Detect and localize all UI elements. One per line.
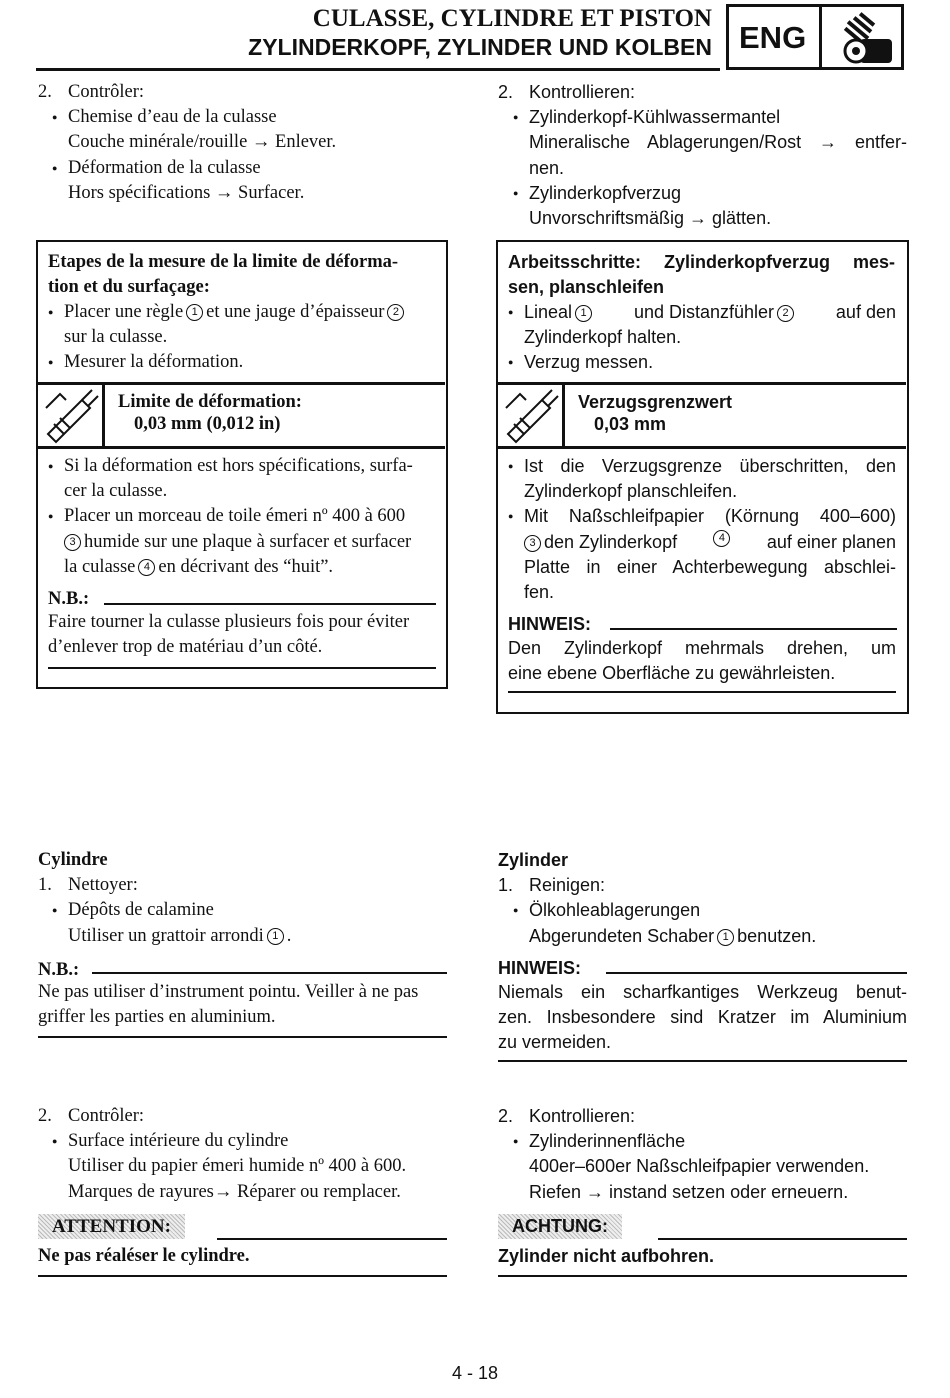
de-proc-title-2: sen, planschleifen xyxy=(508,277,665,297)
de-cyl-nb-1: Niemals ein scharfkantiges Werkzeug benut- xyxy=(498,982,907,1002)
de-proc-title-1: Arbeitsschritte: Zylinderkopfverzug mes- xyxy=(508,252,895,272)
de-item-warpage: ● Zylinderkopfverzug xyxy=(529,181,681,206)
de-step2-number: 2. xyxy=(498,82,514,102)
fr-nb-text-2: d’enlever trop de matériau d’un côté. xyxy=(48,637,323,657)
de-caution-label: ACHTUNG: xyxy=(498,1214,622,1239)
eng-badge xyxy=(726,4,904,70)
fr-item-resurface: Hors spécifications → Surfacer. xyxy=(68,183,305,203)
fr-item-inner-surface: ● Surface intérieure du cylindre xyxy=(68,1129,288,1154)
fr-cyl-nb-1: Ne pas utiliser d’instrument pointu. Veiller à ne pas xyxy=(38,982,419,1002)
fr-nb-text-1: Faire tourner la culasse plusieurs fois pour éviter xyxy=(48,612,410,632)
fr-after-1b: cer la culasse. xyxy=(64,481,168,501)
de-nb-label: HINWEIS: xyxy=(508,614,591,634)
fr-proc-place-cont: sur la culasse. xyxy=(64,327,168,347)
de-proc-hold-cont: Zylinderkopf halten. xyxy=(524,327,682,347)
de-cyl-step2-label: Kontrollieren: xyxy=(529,1106,636,1126)
de-caution-text: Zylinder nicht aufbohren. xyxy=(498,1246,715,1266)
de-after-2e: fen. xyxy=(524,582,555,602)
de-cylinder-heading: Zylinder xyxy=(498,850,569,870)
de-after-2a: ● Mit Naßschleifpapier (Körnung 400–600) xyxy=(524,504,896,529)
de-spec-label: Verzugsgrenzwert xyxy=(578,392,733,412)
fr-spec-value: 0,03 mm (0,012 in) xyxy=(134,414,281,434)
de-item-deposits: Mineralische Ablagerungen/Rost → entfer- xyxy=(529,132,907,152)
fr-step1-number: 1. xyxy=(38,875,52,895)
de-step1-label: Reinigen: xyxy=(529,875,606,895)
fr-procedure-box xyxy=(36,240,448,689)
fr-item-sandpaper: Utiliser du papier émeri humide nº 400 à 600. xyxy=(68,1156,407,1176)
header-rule xyxy=(36,68,720,71)
de-item-water-jacket: ● Zylinderkopf-Kühlwassermantel xyxy=(529,105,780,130)
de-cyl-nb-label: HINWEIS: xyxy=(498,958,581,978)
fr-item-deposits: Couche minérale/rouille → Enlever. xyxy=(68,132,337,152)
de-item-inner-surface: ● Zylinderinnenfläche xyxy=(529,1129,685,1154)
fr-step2-label: Contrôler: xyxy=(68,82,145,102)
fr-cyl-nb-2: griffer les parties en aluminium. xyxy=(38,1007,276,1027)
de-after-2b: 3 den Zylinderkopf 4 auf einer planen xyxy=(524,530,896,555)
de-after-1b: Zylinderkopf planschleifen. xyxy=(524,481,738,501)
de-item-resurface: Unvorschriftsmäßig → glätten. xyxy=(529,208,772,228)
fr-item-carbon: ● Dépôts de calamine xyxy=(68,898,214,923)
de-after-2d: Platte in einer Achterbewegung abschlei- xyxy=(524,557,896,577)
fr-step1-label: Nettoyer: xyxy=(68,875,138,895)
de-item-scratches: Riefen → instand setzen oder erneuern. xyxy=(529,1182,849,1202)
fr-nb-label: N.B.: xyxy=(48,589,90,609)
eng-label: ENG xyxy=(739,20,807,55)
caliper-icon xyxy=(502,388,560,444)
de-nb-text-1: Den Zylinderkopf mehrmals drehen, um xyxy=(508,638,896,658)
de-proc-measure: ● Verzug messen. xyxy=(524,350,653,375)
fr-after-1a: ● Si la déformation est hors spécifications, surfa- xyxy=(64,454,413,479)
de-item-deposits-cont: nen. xyxy=(529,158,565,178)
de-nb-text-2: eine ebene Oberfläche zu gewährleisten. xyxy=(508,663,836,683)
caliper-icon xyxy=(42,388,100,444)
header-title-fr: CULASSE, CYLINDRE ET PISTON xyxy=(312,5,712,32)
fr-caution-text: Ne pas réaléser le cylindre. xyxy=(38,1246,250,1266)
fr-proc-title-2: tion et du surfaçage: xyxy=(48,277,210,297)
de-proc-hold: ● Lineal 1 und Distanzfühler 2 auf den xyxy=(524,300,896,325)
fr-caution-label: ATTENTION: xyxy=(38,1214,185,1239)
fr-item-scraper: Utiliser un grattoir arrondi 1 . xyxy=(68,926,292,946)
fr-item-warpage: ● Déformation de la culasse xyxy=(68,156,261,181)
de-item-scraper: Abgerundeten Schaber 1 benutzen. xyxy=(529,926,817,946)
fr-after-2a: ● Placer un morceau de toile émeri nº 400 à 600 xyxy=(64,504,405,529)
fr-item-scratches: Marques de rayures→ Réparer ou remplacer. xyxy=(68,1182,401,1202)
de-cyl-step2-number: 2. xyxy=(498,1106,514,1126)
de-item-carbon: ● Ölkohleablagerungen xyxy=(529,898,700,923)
fr-cyl-step2-label: Contrôler: xyxy=(68,1106,145,1126)
de-spec-value: 0,03 mm xyxy=(594,414,667,434)
fr-proc-measure: ● Mesurer la déformation. xyxy=(64,350,243,375)
fr-item-water-jacket: ● Chemise d’eau de la culasse xyxy=(68,105,277,130)
fr-cyl-nb-label: N.B.: xyxy=(38,960,80,980)
fr-spec-label: Limite de déformation: xyxy=(118,392,302,412)
fr-cylinder-heading: Cylindre xyxy=(38,850,108,870)
fr-after-2b: 3 humide sur une plaque à surfacer et surfacer xyxy=(64,530,411,555)
de-after-1a: ● Ist die Verzugsgrenze überschritten, den xyxy=(524,454,896,479)
de-step2-label: Kontrollieren: xyxy=(529,82,636,102)
page-number: 4 - 18 xyxy=(451,1363,499,1383)
fr-proc-place: ● Placer une règle 1 et une jauge d’épaisseur 2 xyxy=(64,300,407,325)
fr-cyl-step2-number: 2. xyxy=(38,1106,52,1126)
fr-step2-number: 2. xyxy=(38,82,52,102)
fr-proc-title-1: Etapes de la mesure de la limite de déforma- xyxy=(48,252,399,272)
de-procedure-box xyxy=(496,240,909,714)
engine-icon xyxy=(826,11,898,67)
de-item-sandpaper: 400er–600er Naßschleifpapier verwenden. xyxy=(529,1156,870,1176)
fr-after-2c: la culasse 4 en décrivant des “huit”. xyxy=(64,557,334,577)
de-step1-number: 1. xyxy=(498,875,514,895)
de-cyl-nb-2: zen. Insbesondere sind Kratzer im Aluminium xyxy=(498,1007,907,1027)
de-cyl-nb-3: zu vermeiden. xyxy=(498,1032,612,1052)
header-title-de: ZYLINDERKOPF, ZYLINDER UND KOLBEN xyxy=(248,34,712,60)
